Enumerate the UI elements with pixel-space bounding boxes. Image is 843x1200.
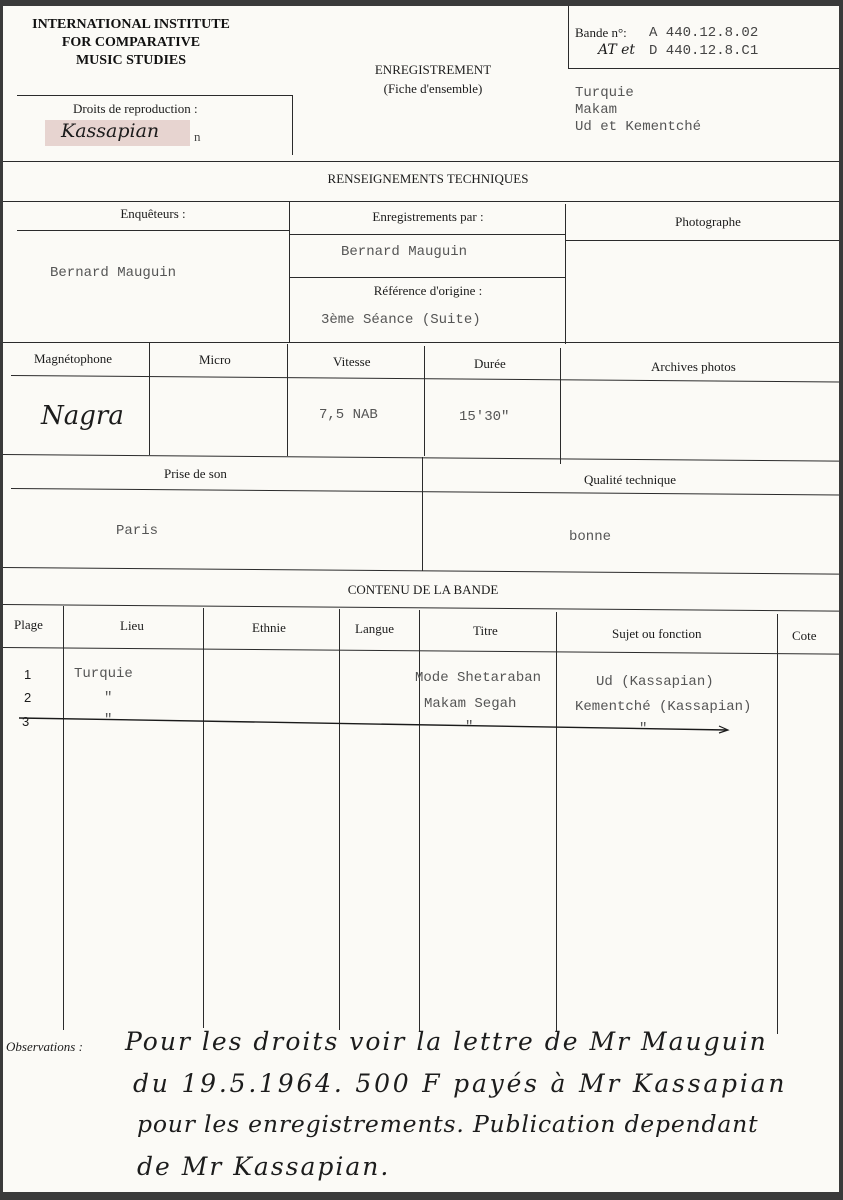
archives-label: Archives photos <box>651 359 736 374</box>
strikethrough-line <box>3 6 839 766</box>
reference-label: Référence d'origine : <box>373 283 483 298</box>
micro-label: Micro <box>199 352 231 367</box>
magnetophone-value: Nagra <box>41 401 124 431</box>
col-plage: Plage <box>14 617 43 632</box>
bande-value-d: D 440.12.8.C1 <box>649 43 759 59</box>
droits-handwritten: Kassapian <box>61 120 160 142</box>
photographe-label: Photographe <box>675 214 741 229</box>
duree-value: 15'30" <box>459 409 510 425</box>
vitesse-value: 7,5 NAB <box>319 407 378 423</box>
row-lieu: " <box>104 690 113 706</box>
row-plage: 1 <box>24 667 32 682</box>
bande-label-d: AT et <box>598 42 636 58</box>
col-lieu: Lieu <box>120 618 144 633</box>
observations-line-4: de Mr Kassapian. <box>137 1152 391 1181</box>
summary-genre: Makam <box>575 102 618 118</box>
prise-value: Paris <box>116 523 159 539</box>
magnetophone-label: Magnétophone <box>34 351 112 366</box>
prise-label: Prise de son <box>164 466 227 481</box>
enregistrements-value: Bernard Mauguin <box>341 244 468 260</box>
row-plage: 3 <box>22 714 30 729</box>
col-cote: Cote <box>792 628 817 643</box>
reference-value: 3ème Séance (Suite) <box>321 312 481 328</box>
droits-label: Droits de reproduction : <box>73 101 198 116</box>
row-titre: " <box>465 719 474 735</box>
summary-instruments: Ud et Kementché <box>575 119 702 135</box>
institute-line-2: FOR COMPARATIVE <box>61 35 201 50</box>
qualite-value: bonne <box>569 529 612 545</box>
col-ethnie: Ethnie <box>252 620 286 635</box>
contenu-section-title: CONTENU DE LA BANDE <box>347 582 499 597</box>
droits-typed-tail: n <box>194 129 201 144</box>
enregistrements-label: Enregistrements par : <box>372 209 484 224</box>
summary-country: Turquie <box>575 85 634 101</box>
technical-section-title: RENSEIGNEMENTS TECHNIQUES <box>327 171 529 186</box>
col-langue: Langue <box>355 621 394 636</box>
observations-line-1: Pour les droits voir la lettre de Mr Mauguin <box>125 1027 768 1056</box>
enqueteurs-value: Bernard Mauguin <box>50 265 177 281</box>
record-sheet <box>3 6 839 1192</box>
qualite-label: Qualité technique <box>584 472 677 487</box>
row-titre: Makam Segah <box>424 696 517 712</box>
row-sujet: Ud (Kassapian) <box>596 674 714 690</box>
row-sujet: Kementché (Kassapian) <box>575 699 752 715</box>
enqueteurs-label: Enquêteurs : <box>120 206 186 221</box>
form-title: ENREGISTREMENT <box>374 62 492 77</box>
bande-value-a: A 440.12.8.02 <box>649 25 759 41</box>
institute-line-3: MUSIC STUDIES <box>75 53 187 68</box>
row-plage: 2 <box>24 690 32 705</box>
institute-line-1: INTERNATIONAL INSTITUTE <box>32 17 230 32</box>
col-titre: Titre <box>473 623 498 638</box>
duree-label: Durée <box>474 356 506 371</box>
observations-label: Observations : <box>6 1039 83 1054</box>
observations-line-3: pour les enregistrements. Publication dependant <box>137 1110 759 1138</box>
form-subtitle: (Fiche d'ensemble) <box>383 81 483 96</box>
row-titre: Mode Shetaraban <box>415 670 542 686</box>
observations-line-2: du 19.5.1964. 500 F payés à Mr Kassapian <box>133 1069 788 1098</box>
col-sujet: Sujet ou fonction <box>612 626 702 641</box>
row-lieu: Turquie <box>74 666 133 682</box>
bande-label: Bande n°: <box>575 25 627 40</box>
vitesse-label: Vitesse <box>333 354 371 369</box>
